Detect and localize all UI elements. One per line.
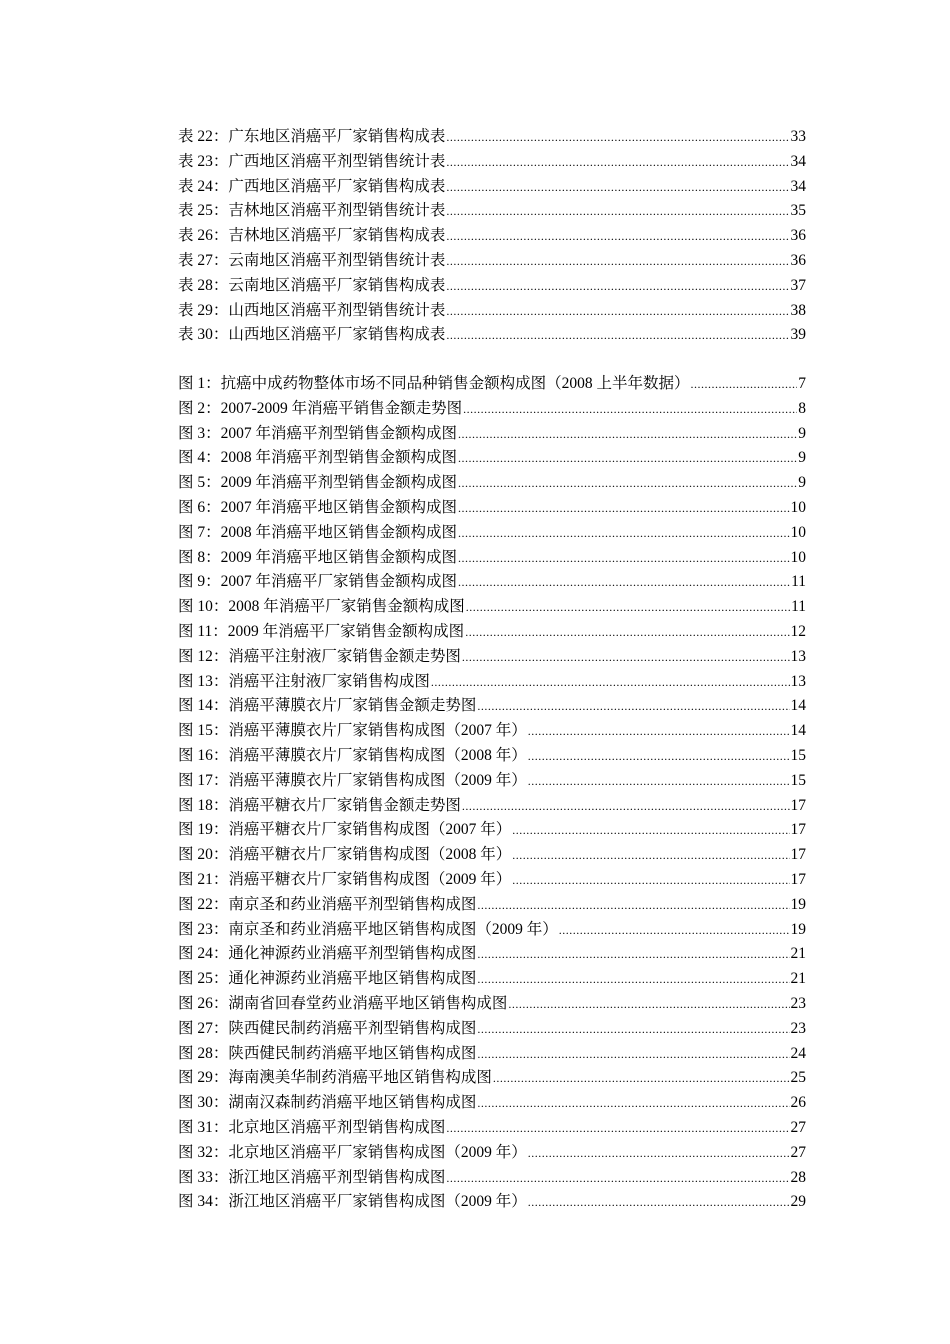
toc-entry-label: 图 28：陕西健民制药消癌平地区销售构成图 bbox=[178, 1044, 477, 1062]
toc-entry-label: 图 32：北京地区消癌平厂家销售构成图（2009 年） bbox=[178, 1143, 527, 1161]
dot-leader bbox=[477, 967, 789, 992]
dot-leader bbox=[458, 521, 789, 546]
toc-entry-label: 图 12：消癌平注射液厂家销售金额走势图 bbox=[178, 647, 461, 665]
dot-leader bbox=[477, 1017, 789, 1042]
toc-entry-label: 图 27：陕西健民制药消癌平剂型销售构成图 bbox=[178, 1019, 477, 1037]
toc-entry-table[interactable] bbox=[178, 125, 806, 150]
toc-entry-figure[interactable] bbox=[178, 546, 806, 571]
toc-entry-page-number: 17 bbox=[790, 821, 806, 839]
toc-entry-label: 图 3：2007 年消癌平剂型销售金额构成图 bbox=[178, 424, 458, 442]
toc-entry-figure[interactable] bbox=[178, 744, 806, 769]
dot-leader bbox=[446, 1166, 789, 1191]
toc-entry-label: 图 7：2008 年消癌平地区销售金额构成图 bbox=[178, 523, 458, 541]
dot-leader bbox=[458, 496, 789, 521]
toc-entry-page-number: 13 bbox=[790, 647, 806, 665]
toc-entry-page-number: 15 bbox=[790, 771, 806, 789]
toc-entry-page-number: 17 bbox=[790, 796, 806, 814]
dot-leader bbox=[446, 125, 789, 150]
toc-entry-label: 图 10：2008 年消癌平厂家销售金额构成图 bbox=[178, 598, 465, 616]
toc-entry-figure[interactable] bbox=[178, 620, 806, 645]
toc-entry-page-number: 13 bbox=[790, 672, 806, 690]
toc-entry-figure[interactable] bbox=[178, 521, 806, 546]
toc-entry-page-number: 23 bbox=[790, 1019, 806, 1037]
toc-entry-label: 表 29：山西地区消癌平剂型销售统计表 bbox=[178, 301, 446, 319]
toc-entry-label: 图 34：浙江地区消癌平厂家销售构成图（2009 年） bbox=[178, 1193, 527, 1211]
toc-entry-label: 图 6：2007 年消癌平地区销售金额构成图 bbox=[178, 498, 458, 516]
toc-entry-page-number: 19 bbox=[790, 895, 806, 913]
toc-entry-figure[interactable] bbox=[178, 670, 806, 695]
toc-entry-page-number: 17 bbox=[790, 846, 806, 864]
toc-entry-figure[interactable] bbox=[178, 422, 806, 447]
toc-entry-label: 图 17：消癌平薄膜衣片厂家销售构成图（2009 年） bbox=[178, 771, 527, 789]
dot-leader bbox=[458, 422, 797, 447]
dot-leader bbox=[465, 620, 789, 645]
dot-leader bbox=[458, 570, 790, 595]
toc-entry-page-number: 11 bbox=[791, 573, 806, 591]
toc-entry-figure[interactable] bbox=[178, 471, 806, 496]
toc-entry-page-number: 38 bbox=[790, 301, 806, 319]
dot-leader bbox=[446, 249, 789, 274]
toc-entry-label: 图 26：湖南省回春堂药业消癌平地区销售构成图 bbox=[178, 994, 508, 1012]
dot-leader bbox=[446, 199, 789, 224]
toc-entry-figure[interactable] bbox=[178, 372, 806, 397]
dot-leader bbox=[477, 1042, 789, 1067]
toc-entry-figure[interactable] bbox=[178, 843, 806, 868]
dot-leader bbox=[528, 744, 790, 769]
toc-entry-table[interactable] bbox=[178, 274, 806, 299]
toc-entry-figure[interactable] bbox=[178, 496, 806, 521]
toc-entry-table[interactable] bbox=[178, 249, 806, 274]
toc-entry-table[interactable] bbox=[178, 175, 806, 200]
toc-entry-figure[interactable] bbox=[178, 595, 806, 620]
toc-entry-page-number: 23 bbox=[790, 994, 806, 1012]
toc-entry-label: 表 22：广东地区消癌平厂家销售构成表 bbox=[178, 128, 446, 145]
dot-leader bbox=[512, 818, 789, 843]
dot-leader bbox=[446, 224, 789, 249]
dot-leader bbox=[493, 1066, 790, 1091]
toc-entry-label: 图 1：抗癌中成药物整体市场不同品种销售金额构成图（2008 上半年数据） bbox=[178, 375, 690, 392]
toc-entry-page-number: 39 bbox=[790, 326, 806, 344]
dot-leader bbox=[512, 868, 789, 893]
dot-leader bbox=[446, 175, 789, 200]
toc-entry-table[interactable] bbox=[178, 199, 806, 224]
toc-entry-page-number: 21 bbox=[790, 970, 806, 988]
dot-leader bbox=[477, 893, 789, 918]
toc-entry-label: 表 28：云南地区消癌平厂家销售构成表 bbox=[178, 276, 446, 294]
toc-entry-figure[interactable] bbox=[178, 918, 806, 943]
toc-entry-figure[interactable] bbox=[178, 769, 806, 794]
toc-entry-label: 图 19：消癌平糖衣片厂家销售构成图（2007 年） bbox=[178, 821, 512, 839]
toc-entry-figure[interactable] bbox=[178, 719, 806, 744]
toc-entry-page-number: 11 bbox=[791, 598, 806, 616]
toc-entry-label: 图 4：2008 年消癌平剂型销售金额构成图 bbox=[178, 449, 458, 467]
toc-entry-figure[interactable] bbox=[178, 818, 806, 843]
toc-entry-label: 图 31：北京地区消癌平剂型销售构成图 bbox=[178, 1118, 446, 1136]
toc-entry-figure[interactable] bbox=[178, 1066, 806, 1091]
dot-leader bbox=[446, 299, 789, 324]
toc-entry-label: 表 27：云南地区消癌平剂型销售统计表 bbox=[178, 251, 446, 269]
toc-entry-figure[interactable] bbox=[178, 942, 806, 967]
dot-leader bbox=[446, 1116, 789, 1141]
toc-entry-label: 图 2：2007-2009 年消癌平销售金额走势图 bbox=[178, 399, 463, 417]
toc-entry-label: 图 21：消癌平糖衣片厂家销售构成图（2009 年） bbox=[178, 870, 512, 888]
dot-leader bbox=[458, 471, 797, 496]
toc-entry-label: 图 33：浙江地区消癌平剂型销售构成图 bbox=[178, 1168, 446, 1186]
toc-entry-figure[interactable] bbox=[178, 967, 806, 992]
toc-entry-figure[interactable] bbox=[178, 1017, 806, 1042]
toc-entry-page-number: 9 bbox=[798, 449, 806, 467]
toc-entry-page-number: 14 bbox=[790, 697, 806, 715]
toc-entry-page-number: 21 bbox=[790, 945, 806, 963]
toc-entry-label: 表 26：吉林地区消癌平厂家销售构成表 bbox=[178, 227, 446, 245]
dot-leader bbox=[446, 150, 789, 175]
dot-leader bbox=[463, 397, 797, 422]
toc-entry-label: 表 23：广西地区消癌平剂型销售统计表 bbox=[178, 152, 446, 170]
toc-entry-page-number: 10 bbox=[790, 548, 806, 566]
toc-entry-label: 图 30：湖南汉森制药消癌平地区销售构成图 bbox=[178, 1094, 477, 1112]
dot-leader bbox=[466, 595, 790, 620]
toc-entry-page-number: 28 bbox=[790, 1168, 806, 1186]
toc-entry-table[interactable] bbox=[178, 299, 806, 324]
toc-entry-page-number: 17 bbox=[790, 870, 806, 888]
dot-leader bbox=[477, 694, 789, 719]
toc-entry-page-number: 36 bbox=[790, 227, 806, 245]
toc-entry-label: 表 30：山西地区消癌平厂家销售构成表 bbox=[178, 326, 446, 344]
toc-entry-table[interactable] bbox=[178, 224, 806, 249]
toc-entry-figure[interactable] bbox=[178, 794, 806, 819]
toc-entry-page-number: 15 bbox=[790, 746, 806, 764]
toc-entry-table[interactable] bbox=[178, 150, 806, 175]
toc-entry-page-number: 27 bbox=[790, 1143, 806, 1161]
toc-entry-table[interactable] bbox=[178, 323, 806, 348]
toc-entry-page-number: 37 bbox=[790, 276, 806, 294]
dot-leader bbox=[508, 992, 789, 1017]
toc-entry-page-number: 27 bbox=[790, 1118, 806, 1136]
toc-entry-label: 图 23：南京圣和药业消癌平地区销售构成图（2009 年） bbox=[178, 920, 558, 938]
dot-leader bbox=[462, 645, 790, 670]
toc-entry-figure[interactable] bbox=[178, 446, 806, 471]
toc-entry-page-number: 36 bbox=[790, 251, 806, 269]
toc-entry-label: 图 18：消癌平糖衣片厂家销售金额走势图 bbox=[178, 796, 461, 814]
toc-entry-figure[interactable] bbox=[178, 1166, 806, 1191]
toc-entry-page-number: 9 bbox=[798, 424, 806, 442]
toc-entry-label: 图 16：消癌平薄膜衣片厂家销售构成图（2008 年） bbox=[178, 746, 527, 764]
toc-entry-page-number: 19 bbox=[790, 920, 806, 938]
dot-leader bbox=[431, 670, 790, 695]
dot-leader bbox=[446, 274, 789, 299]
dot-leader bbox=[528, 719, 790, 744]
toc-entry-page-number: 7 bbox=[798, 375, 806, 392]
dot-leader bbox=[477, 1091, 789, 1116]
dot-leader bbox=[528, 769, 790, 794]
dot-leader bbox=[462, 794, 790, 819]
toc-entry-label: 图 29：海南澳美华制药消癌平地区销售构成图 bbox=[178, 1069, 492, 1087]
toc-entry-page-number: 14 bbox=[790, 722, 806, 740]
toc-entry-page-number: 8 bbox=[798, 399, 806, 417]
toc-entry-label: 图 25：通化神源药业消癌平地区销售构成图 bbox=[178, 970, 477, 988]
toc-entry-label: 图 8：2009 年消癌平地区销售金额构成图 bbox=[178, 548, 458, 566]
dot-leader bbox=[512, 843, 789, 868]
toc-entry-figure[interactable] bbox=[178, 645, 806, 670]
toc-entry-page-number: 33 bbox=[790, 128, 806, 145]
toc-entry-label: 图 9：2007 年消癌平厂家销售金额构成图 bbox=[178, 573, 458, 591]
toc-entry-page-number: 34 bbox=[790, 177, 806, 195]
toc-entry-label: 图 11：2009 年消癌平厂家销售金额构成图 bbox=[178, 622, 465, 640]
toc-entry-figure[interactable] bbox=[178, 1091, 806, 1116]
dot-leader bbox=[477, 942, 789, 967]
toc-entry-label: 图 13：消癌平注射液厂家销售构成图 bbox=[178, 672, 430, 690]
toc-entry-page-number: 24 bbox=[790, 1044, 806, 1062]
toc-entry-label: 图 5：2009 年消癌平剂型销售金额构成图 bbox=[178, 474, 458, 492]
toc-entry-label: 图 15：消癌平薄膜衣片厂家销售构成图（2007 年） bbox=[178, 722, 527, 740]
toc-entry-label: 图 22：南京圣和药业消癌平剂型销售构成图 bbox=[178, 895, 477, 913]
toc-entry-label: 图 24：通化神源药业消癌平剂型销售构成图 bbox=[178, 945, 477, 963]
toc-entry-label: 图 20：消癌平糖衣片厂家销售构成图（2008 年） bbox=[178, 846, 512, 864]
toc-entry-page-number: 29 bbox=[790, 1193, 806, 1211]
toc-entry-page-number: 35 bbox=[790, 202, 806, 220]
toc-entry-figure[interactable] bbox=[178, 1042, 806, 1067]
dot-leader bbox=[446, 323, 789, 348]
table-of-figures bbox=[178, 372, 806, 1215]
toc-entry-page-number: 10 bbox=[790, 523, 806, 541]
toc-entry-page-number: 26 bbox=[790, 1094, 806, 1112]
toc-entry-figure[interactable] bbox=[178, 1190, 806, 1215]
toc-entry-page-number: 34 bbox=[790, 152, 806, 170]
dot-leader bbox=[458, 546, 789, 571]
toc-entry-figure[interactable] bbox=[178, 893, 806, 918]
toc-entry-figure[interactable] bbox=[178, 1141, 806, 1166]
toc-entry-label: 图 14：消癌平薄膜衣片厂家销售金额走势图 bbox=[178, 697, 477, 715]
dot-leader bbox=[691, 372, 798, 397]
dot-leader bbox=[528, 1141, 790, 1166]
toc-entry-page-number: 25 bbox=[790, 1069, 806, 1087]
toc-entry-figure[interactable] bbox=[178, 570, 806, 595]
toc-entry-label: 表 24：广西地区消癌平厂家销售构成表 bbox=[178, 177, 446, 195]
toc-entry-figure[interactable] bbox=[178, 1116, 806, 1141]
toc-entry-figure[interactable] bbox=[178, 694, 806, 719]
dot-leader bbox=[528, 1190, 790, 1215]
toc-entry-label: 表 25：吉林地区消癌平剂型销售统计表 bbox=[178, 202, 446, 220]
toc-entry-figure[interactable] bbox=[178, 397, 806, 422]
dot-leader bbox=[559, 918, 790, 943]
toc-entry-figure[interactable] bbox=[178, 868, 806, 893]
toc-entry-page-number: 9 bbox=[798, 474, 806, 492]
dot-leader bbox=[458, 446, 797, 471]
toc-entry-page-number: 10 bbox=[790, 498, 806, 516]
toc-entry-page-number: 12 bbox=[790, 622, 806, 640]
table-of-tables bbox=[178, 125, 806, 348]
toc-entry-figure[interactable] bbox=[178, 992, 806, 1017]
